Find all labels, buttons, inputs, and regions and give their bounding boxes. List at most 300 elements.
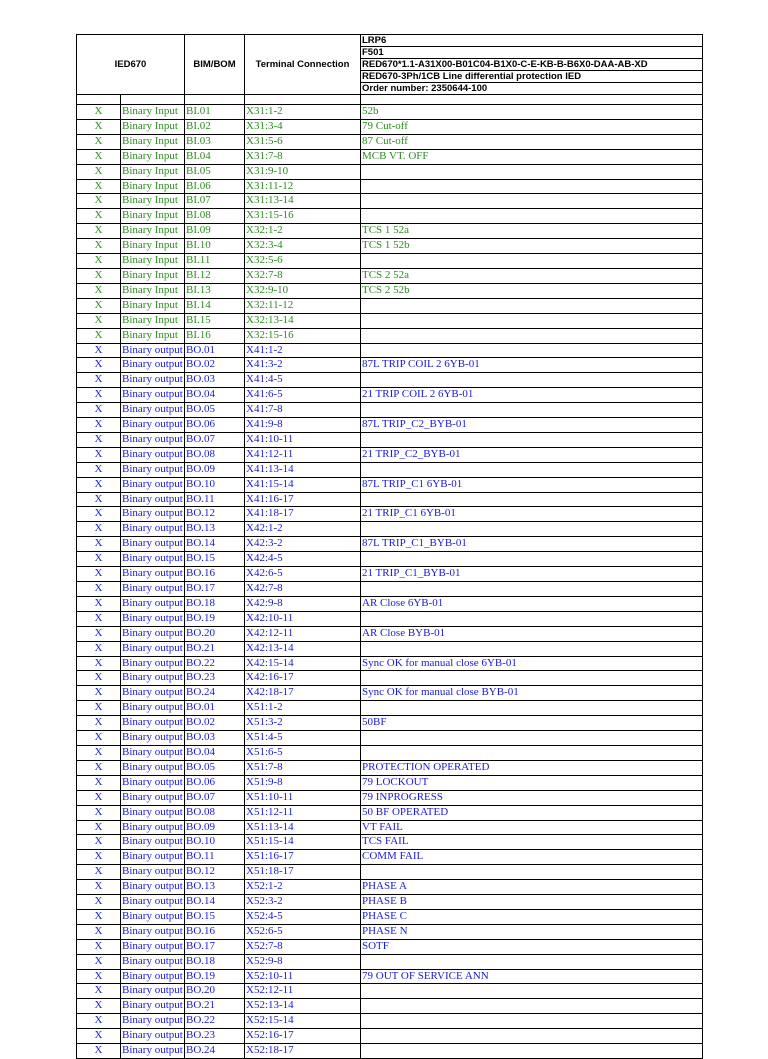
description-cell [361, 492, 703, 507]
table-row [77, 388, 703, 403]
description-cell [361, 254, 703, 269]
table-row [77, 358, 703, 373]
table-row [77, 865, 703, 880]
io-type-cell: Binary output [121, 716, 185, 731]
table-row [77, 119, 703, 134]
mark-cell: X [77, 194, 121, 209]
mark-cell: X [77, 373, 121, 388]
description-cell: PHASE A [361, 880, 703, 895]
description-cell: 52b [361, 105, 703, 120]
terminal-cell: X42:3-2 [245, 537, 361, 552]
io-type-cell: Binary output [121, 582, 185, 597]
terminal-cell: X41:10-11 [245, 432, 361, 447]
description-cell: SOTF [361, 939, 703, 954]
io-type-cell: Binary Input [121, 239, 185, 254]
table-row [77, 999, 703, 1014]
io-id-cell: BI.11 [185, 254, 245, 269]
io-id-cell: BO.22 [185, 656, 245, 671]
mark-cell: X [77, 626, 121, 641]
description-cell: 21 TRIP_C2_BYB-01 [361, 447, 703, 462]
info-line-order-number: Order number: 2350644-100 [361, 83, 703, 95]
mark-cell: X [77, 268, 121, 283]
terminal-cell: X42:1-2 [245, 522, 361, 537]
table-row [77, 731, 703, 746]
mark-cell: X [77, 716, 121, 731]
description-cell: 21 TRIP COIL 2 6YB-01 [361, 388, 703, 403]
description-cell [361, 671, 703, 686]
table-row [77, 924, 703, 939]
table-row [77, 895, 703, 910]
mark-cell: X [77, 835, 121, 850]
terminal-cell: X52:16-17 [245, 1029, 361, 1044]
table-row [77, 1044, 703, 1059]
table-row [77, 149, 703, 164]
terminal-cell: X42:10-11 [245, 611, 361, 626]
table-row [77, 328, 703, 343]
io-id-cell: BO.16 [185, 567, 245, 582]
description-cell [361, 582, 703, 597]
description-cell [361, 865, 703, 880]
info-line-code: LRP6 [361, 35, 703, 47]
terminal-cell: X51:9-8 [245, 775, 361, 790]
terminal-cell: X52:4-5 [245, 909, 361, 924]
mark-cell: X [77, 686, 121, 701]
io-id-cell: BO.23 [185, 1029, 245, 1044]
description-cell [361, 1044, 703, 1059]
mark-cell: X [77, 537, 121, 552]
mark-cell: X [77, 865, 121, 880]
io-id-cell: BO.02 [185, 716, 245, 731]
mark-cell: X [77, 552, 121, 567]
description-cell: AR Close 6YB-01 [361, 596, 703, 611]
io-id-cell: BO.05 [185, 760, 245, 775]
description-cell: 21 TRIP_C1 6YB-01 [361, 507, 703, 522]
description-cell [361, 954, 703, 969]
mark-cell: X [77, 239, 121, 254]
mark-cell: X [77, 1029, 121, 1044]
description-cell: PROTECTION OPERATED [361, 760, 703, 775]
table-row [77, 969, 703, 984]
terminal-cell: X51:7-8 [245, 760, 361, 775]
description-cell [361, 179, 703, 194]
io-id-cell: BO.14 [185, 537, 245, 552]
table-row [77, 447, 703, 462]
description-cell: COMM FAIL [361, 850, 703, 865]
mark-cell: X [77, 1044, 121, 1059]
mark-cell: X [77, 164, 121, 179]
terminal-cell: X41:6-5 [245, 388, 361, 403]
terminal-cell: X31:1-2 [245, 105, 361, 120]
table-row [77, 283, 703, 298]
io-type-cell: Binary output [121, 1029, 185, 1044]
description-cell: 50BF [361, 716, 703, 731]
io-id-cell: BO.07 [185, 432, 245, 447]
io-id-cell: BO.13 [185, 522, 245, 537]
io-type-cell: Binary Input [121, 149, 185, 164]
description-cell: MCB VT. OFF [361, 149, 703, 164]
description-cell: TCS 2 52b [361, 283, 703, 298]
io-type-cell: Binary Input [121, 224, 185, 239]
terminal-cell: X52:6-5 [245, 924, 361, 939]
mark-cell: X [77, 492, 121, 507]
mark-cell: X [77, 671, 121, 686]
terminal-cell: X31:15-16 [245, 209, 361, 224]
terminal-cell: X42:7-8 [245, 582, 361, 597]
io-type-cell: Binary output [121, 999, 185, 1014]
table-row [77, 179, 703, 194]
io-id-cell: BO.01 [185, 343, 245, 358]
io-type-cell: Binary Input [121, 134, 185, 149]
io-type-cell: Binary output [121, 388, 185, 403]
table-row [77, 716, 703, 731]
io-id-cell: BI.05 [185, 164, 245, 179]
io-type-cell: Binary Input [121, 313, 185, 328]
io-id-cell: BO.01 [185, 701, 245, 716]
io-id-cell: BO.17 [185, 939, 245, 954]
description-cell: TCS 1 52b [361, 239, 703, 254]
terminal-cell: X52:13-14 [245, 999, 361, 1014]
ied-header: IED670 [77, 35, 185, 95]
terminal-cell: X32:5-6 [245, 254, 361, 269]
io-type-cell: Binary Input [121, 194, 185, 209]
io-id-cell: BI.12 [185, 268, 245, 283]
io-type-cell: Binary output [121, 850, 185, 865]
io-id-cell: BI.06 [185, 179, 245, 194]
mark-cell: X [77, 701, 121, 716]
io-type-cell: Binary output [121, 984, 185, 999]
table-row [77, 492, 703, 507]
mark-cell: X [77, 328, 121, 343]
io-id-cell: BO.19 [185, 611, 245, 626]
mark-cell: X [77, 224, 121, 239]
io-id-cell: BO.07 [185, 790, 245, 805]
description-cell [361, 1029, 703, 1044]
table-row [77, 641, 703, 656]
io-id-cell: BO.24 [185, 1044, 245, 1059]
mark-cell: X [77, 805, 121, 820]
description-cell [361, 745, 703, 760]
io-type-cell: Binary output [121, 447, 185, 462]
mark-cell: X [77, 1014, 121, 1029]
table-row [77, 582, 703, 597]
terminal-cell: X42:6-5 [245, 567, 361, 582]
description-cell [361, 701, 703, 716]
description-cell: 87L TRIP COIL 2 6YB-01 [361, 358, 703, 373]
table-row [77, 194, 703, 209]
io-type-cell: Binary output [121, 939, 185, 954]
io-id-cell: BO.24 [185, 686, 245, 701]
terminal-cell: X52:15-14 [245, 1014, 361, 1029]
terminal-cell: X42:12-11 [245, 626, 361, 641]
terminal-cell: X51:10-11 [245, 790, 361, 805]
description-cell [361, 328, 703, 343]
mark-cell: X [77, 939, 121, 954]
io-type-cell: Binary output [121, 492, 185, 507]
table-row [77, 805, 703, 820]
table-row [77, 477, 703, 492]
terminal-cell: X41:18-17 [245, 507, 361, 522]
description-cell [361, 432, 703, 447]
mark-cell: X [77, 567, 121, 582]
io-id-cell: BI.13 [185, 283, 245, 298]
io-id-cell: BO.06 [185, 775, 245, 790]
terminal-cell: X42:13-14 [245, 641, 361, 656]
io-type-cell: Binary output [121, 671, 185, 686]
terminal-cell: X31:13-14 [245, 194, 361, 209]
terminal-cell: X32:7-8 [245, 268, 361, 283]
table-row [77, 209, 703, 224]
description-cell: 50 BF OPERATED [361, 805, 703, 820]
description-cell: PHASE B [361, 895, 703, 910]
description-cell: Sync OK for manual close 6YB-01 [361, 656, 703, 671]
io-id-cell: BI.02 [185, 119, 245, 134]
mark-cell: X [77, 999, 121, 1014]
terminal-cell: X31:7-8 [245, 149, 361, 164]
io-type-cell: Binary output [121, 775, 185, 790]
mark-cell: X [77, 656, 121, 671]
table-row [77, 134, 703, 149]
mark-cell: X [77, 641, 121, 656]
io-id-cell: BO.22 [185, 1014, 245, 1029]
io-type-cell: Binary output [121, 373, 185, 388]
io-id-cell: BO.03 [185, 373, 245, 388]
table-row [77, 164, 703, 179]
table-row [77, 909, 703, 924]
terminal-header: Terminal Connection [245, 35, 361, 95]
mark-cell: X [77, 283, 121, 298]
terminal-cell: X31:11-12 [245, 179, 361, 194]
mark-cell: X [77, 611, 121, 626]
mark-cell: X [77, 775, 121, 790]
description-cell: 79 Cut-off [361, 119, 703, 134]
io-type-cell: Binary output [121, 895, 185, 910]
table-row [77, 939, 703, 954]
io-type-cell: Binary output [121, 477, 185, 492]
description-cell [361, 999, 703, 1014]
io-id-cell: BO.12 [185, 865, 245, 880]
io-id-cell: BO.17 [185, 582, 245, 597]
table-row [77, 984, 703, 999]
terminal-cell: X41:7-8 [245, 403, 361, 418]
mark-cell: X [77, 745, 121, 760]
terminal-cell: X42:15-14 [245, 656, 361, 671]
description-cell [361, 641, 703, 656]
description-cell: TCS 1 52a [361, 224, 703, 239]
table-row [77, 224, 703, 239]
terminal-cell: X51:1-2 [245, 701, 361, 716]
io-id-cell: BI.07 [185, 194, 245, 209]
table-row [77, 105, 703, 120]
description-cell: PHASE N [361, 924, 703, 939]
table-row [77, 343, 703, 358]
terminal-cell: X52:7-8 [245, 939, 361, 954]
io-type-cell: Binary output [121, 1044, 185, 1059]
description-cell [361, 373, 703, 388]
io-type-cell: Binary Input [121, 328, 185, 343]
io-type-cell: Binary output [121, 909, 185, 924]
io-type-cell: Binary output [121, 596, 185, 611]
description-cell [361, 164, 703, 179]
io-id-cell: BO.12 [185, 507, 245, 522]
mark-cell: X [77, 477, 121, 492]
io-type-cell: Binary Input [121, 209, 185, 224]
terminal-cell: X52:10-11 [245, 969, 361, 984]
description-cell [361, 611, 703, 626]
io-type-cell: Binary output [121, 820, 185, 835]
io-type-cell: Binary output [121, 507, 185, 522]
io-type-cell: Binary output [121, 701, 185, 716]
io-type-cell: Binary output [121, 626, 185, 641]
description-cell: Sync OK for manual close BYB-01 [361, 686, 703, 701]
terminal-cell: X51:12-11 [245, 805, 361, 820]
io-type-cell: Binary output [121, 418, 185, 433]
io-id-cell: BO.06 [185, 418, 245, 433]
table-row [77, 671, 703, 686]
mark-cell: X [77, 790, 121, 805]
mark-cell: X [77, 134, 121, 149]
table-row [77, 1014, 703, 1029]
io-type-cell: Binary output [121, 835, 185, 850]
terminal-cell: X51:6-5 [245, 745, 361, 760]
io-id-cell: BO.04 [185, 745, 245, 760]
io-id-cell: BO.08 [185, 447, 245, 462]
io-id-cell: BO.09 [185, 820, 245, 835]
spacer-row [77, 95, 703, 105]
io-type-cell: Binary output [121, 537, 185, 552]
table-row [77, 611, 703, 626]
io-type-cell: Binary Input [121, 283, 185, 298]
mark-cell: X [77, 343, 121, 358]
description-cell [361, 462, 703, 477]
io-type-cell: Binary output [121, 790, 185, 805]
mark-cell: X [77, 298, 121, 313]
io-id-cell: BO.11 [185, 492, 245, 507]
io-type-cell: Binary output [121, 1014, 185, 1029]
description-cell [361, 194, 703, 209]
description-cell: TCS FAIL [361, 835, 703, 850]
mark-cell: X [77, 447, 121, 462]
io-id-cell: BO.19 [185, 969, 245, 984]
mark-cell: X [77, 760, 121, 775]
terminal-cell: X32:1-2 [245, 224, 361, 239]
info-line-number: F501 [361, 47, 703, 59]
io-type-cell: Binary Input [121, 268, 185, 283]
io-id-cell: BI.14 [185, 298, 245, 313]
terminal-cell: X32:11-12 [245, 298, 361, 313]
terminal-cell: X52:18-17 [245, 1044, 361, 1059]
io-id-cell: BI.01 [185, 105, 245, 120]
table-row [77, 254, 703, 269]
mark-cell: X [77, 984, 121, 999]
io-id-cell: BO.02 [185, 358, 245, 373]
io-id-cell: BO.10 [185, 835, 245, 850]
io-type-cell: Binary output [121, 954, 185, 969]
io-id-cell: BO.14 [185, 895, 245, 910]
io-id-cell: BO.03 [185, 731, 245, 746]
terminal-cell: X52:3-2 [245, 895, 361, 910]
io-type-cell: Binary output [121, 686, 185, 701]
description-cell: 87L TRIP_C1 6YB-01 [361, 477, 703, 492]
io-id-cell: BI.08 [185, 209, 245, 224]
description-cell: 87L TRIP_C2_BYB-01 [361, 418, 703, 433]
terminal-cell: X51:3-2 [245, 716, 361, 731]
terminal-cell: X32:13-14 [245, 313, 361, 328]
terminal-cell: X31:5-6 [245, 134, 361, 149]
description-cell [361, 343, 703, 358]
table-row [77, 432, 703, 447]
mark-cell: X [77, 432, 121, 447]
io-id-cell: BO.13 [185, 880, 245, 895]
io-type-cell: Binary output [121, 462, 185, 477]
mark-cell: X [77, 820, 121, 835]
mark-cell: X [77, 418, 121, 433]
terminal-cell: X32:9-10 [245, 283, 361, 298]
description-cell: VT FAIL [361, 820, 703, 835]
info-line-description: RED670-3Ph/1CB Line differential protection IED [361, 71, 703, 83]
terminal-cell: X51:15-14 [245, 835, 361, 850]
io-id-cell: BO.04 [185, 388, 245, 403]
io-id-cell: BI.10 [185, 239, 245, 254]
table-row [77, 820, 703, 835]
terminal-cell: X51:4-5 [245, 731, 361, 746]
mark-cell: X [77, 880, 121, 895]
terminal-cell: X52:12-11 [245, 984, 361, 999]
mark-cell: X [77, 522, 121, 537]
info-line-ordering-code: RED670*1.1-A31X00-B01C04-B1X0-C-E-KB-B-B6X0-DAA-AB-XD [361, 59, 703, 71]
mark-cell: X [77, 313, 121, 328]
mark-cell: X [77, 954, 121, 969]
mark-cell: X [77, 507, 121, 522]
terminal-cell: X32:3-4 [245, 239, 361, 254]
terminal-cell: X41:4-5 [245, 373, 361, 388]
mark-cell: X [77, 462, 121, 477]
io-type-cell: Binary output [121, 358, 185, 373]
io-type-cell: Binary output [121, 403, 185, 418]
description-cell [361, 552, 703, 567]
description-cell: 79 OUT OF SERVICE ANN [361, 969, 703, 984]
description-cell: 87L TRIP_C1_BYB-01 [361, 537, 703, 552]
table-row [77, 626, 703, 641]
table-row [77, 552, 703, 567]
mark-cell: X [77, 179, 121, 194]
description-cell: AR Close BYB-01 [361, 626, 703, 641]
io-type-cell: Binary output [121, 567, 185, 582]
terminal-cell: X42:16-17 [245, 671, 361, 686]
terminal-cell: X42:4-5 [245, 552, 361, 567]
table-row [77, 775, 703, 790]
description-cell [361, 313, 703, 328]
table-row [77, 880, 703, 895]
io-type-cell: Binary output [121, 552, 185, 567]
io-type-cell: Binary output [121, 880, 185, 895]
terminal-cell: X41:13-14 [245, 462, 361, 477]
description-cell [361, 522, 703, 537]
io-type-cell: Binary output [121, 656, 185, 671]
terminal-cell: X51:18-17 [245, 865, 361, 880]
io-type-cell: Binary output [121, 865, 185, 880]
io-type-cell: Binary output [121, 924, 185, 939]
table-row [77, 567, 703, 582]
table-row [77, 537, 703, 552]
terminal-cell: X41:15-14 [245, 477, 361, 492]
terminal-cell: X42:18-17 [245, 686, 361, 701]
description-cell: PHASE C [361, 909, 703, 924]
mark-cell: X [77, 924, 121, 939]
io-type-cell: Binary Input [121, 254, 185, 269]
description-cell: 87 Cut-off [361, 134, 703, 149]
table-row [77, 268, 703, 283]
io-id-cell: BO.20 [185, 984, 245, 999]
